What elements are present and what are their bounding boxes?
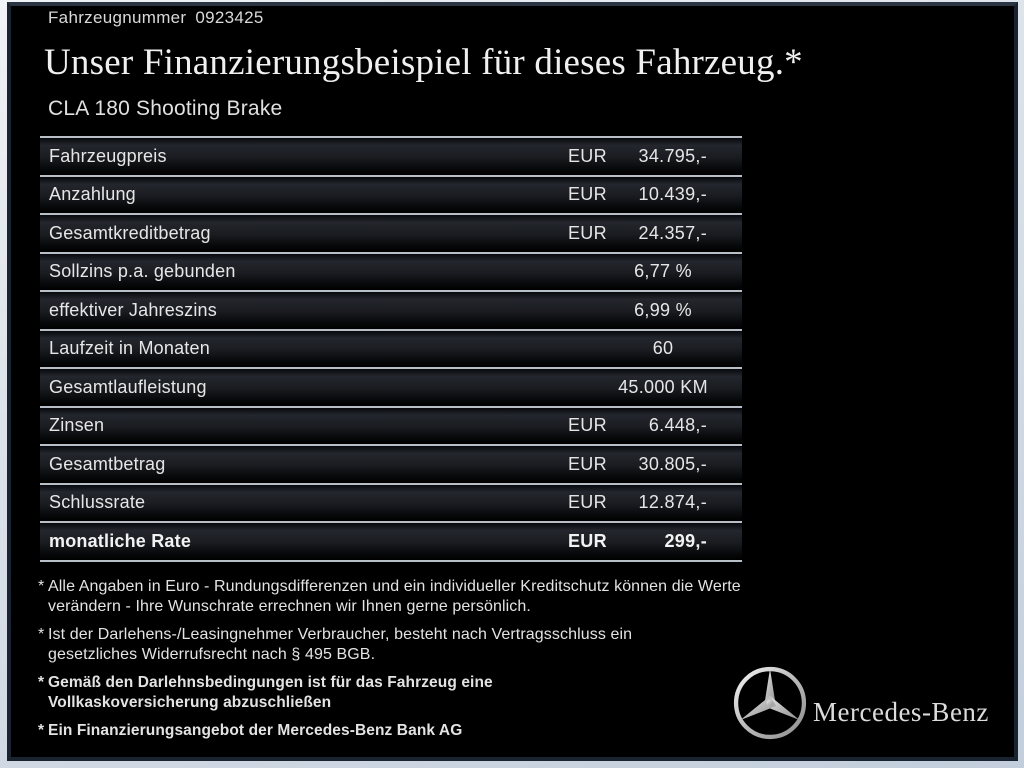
table-row (40, 175, 742, 214)
row-amount: 10.439,- (638, 184, 707, 205)
row-label: Gesamtbetrag (49, 453, 166, 474)
row-value: 45.000 KM (618, 376, 708, 397)
row-label: Gesamtlaufleistung (49, 376, 207, 397)
footnote-text: Ein Finanzierungsangebot der Mercedes-Benz Bank AG (48, 722, 463, 739)
table-row-monthly-rate (40, 521, 742, 560)
row-label: Gesamtkreditbetrag (49, 222, 211, 243)
footnote (38, 673, 753, 713)
vehicle-number (48, 8, 264, 28)
row-currency: EUR (568, 492, 607, 513)
table-row (40, 367, 742, 406)
row-value (560, 408, 742, 445)
row-currency: EUR (568, 530, 607, 551)
row-amount: 299,- (664, 530, 707, 551)
row-label: Fahrzeugpreis (49, 145, 167, 166)
footnote (38, 625, 753, 665)
footnote-text: Ist der Darlehens-/Leasingnehmer Verbraucher, besteht nach Vertragsschluss ein gesetzliches Widerrufsrecht nach § 495 BGB. (48, 626, 633, 663)
page-title: Unser Finanzierungsbeispiel für dieses Fahrzeug.* (44, 42, 803, 83)
row-currency: EUR (568, 453, 607, 474)
row-label: effektiver Jahreszins (49, 299, 217, 320)
row-value: 6,77 % (634, 261, 692, 282)
row-amount: 12.874,- (638, 492, 707, 513)
table-row (40, 444, 742, 483)
vehicle-model: CLA 180 Shooting Brake (48, 97, 283, 120)
row-value: 60 (652, 338, 674, 359)
row-amount: 30.805,- (638, 453, 707, 474)
row-value (560, 485, 742, 522)
finance-table (40, 136, 742, 562)
table-row (40, 290, 742, 329)
table-row (40, 136, 742, 175)
brand-wordmark: Mercedes-Benz (813, 697, 989, 727)
row-currency: EUR (568, 415, 607, 436)
table-row (40, 406, 742, 445)
row-value (560, 215, 742, 252)
footnote-text: Alle Angaben in Euro - Rundungsdifferenzen und ein individueller Kreditschutz können die Werte verändern - Ihre Wunschrate errechnen wir Ihnen gerne persönlich. (48, 578, 741, 615)
row-value (560, 177, 742, 214)
row-currency: EUR (568, 184, 607, 205)
row-value: 6,99 % (634, 299, 692, 320)
vehicle-number-value: 0923425 (195, 8, 264, 27)
row-label: Sollzins p.a. gebunden (49, 261, 236, 282)
row-amount: 34.795,- (638, 145, 707, 166)
row-value (560, 523, 742, 560)
footnote-marker: * (38, 578, 45, 595)
footnote-marker: * (38, 674, 45, 691)
vehicle-number-label: Fahrzeugnummer (48, 8, 187, 27)
row-amount: 24.357,- (638, 222, 707, 243)
footnote-marker: * (38, 722, 45, 739)
row-label: monatliche Rate (49, 530, 192, 551)
table-row (40, 483, 742, 522)
row-label: Schlussrate (49, 492, 146, 513)
table-row (40, 252, 742, 291)
footnotes (38, 577, 753, 749)
row-currency: EUR (568, 145, 607, 166)
footnote-marker: * (38, 626, 45, 643)
table-row (40, 213, 742, 252)
row-label: Zinsen (49, 415, 105, 436)
row-currency: EUR (568, 222, 607, 243)
mercedes-star-icon (731, 664, 809, 742)
footnote-text: Gemäß den Darlehnsbedingungen ist für das Fahrzeug eine Vollkaskoversicherung abzuschließen (48, 674, 493, 711)
row-value (560, 446, 742, 483)
row-label: Laufzeit in Monaten (49, 338, 210, 359)
footnote (38, 577, 753, 617)
footnote (38, 721, 753, 741)
row-amount: 6.448,- (648, 415, 707, 436)
table-row (40, 329, 742, 368)
row-label: Anzahlung (49, 184, 136, 205)
row-value (560, 138, 742, 175)
